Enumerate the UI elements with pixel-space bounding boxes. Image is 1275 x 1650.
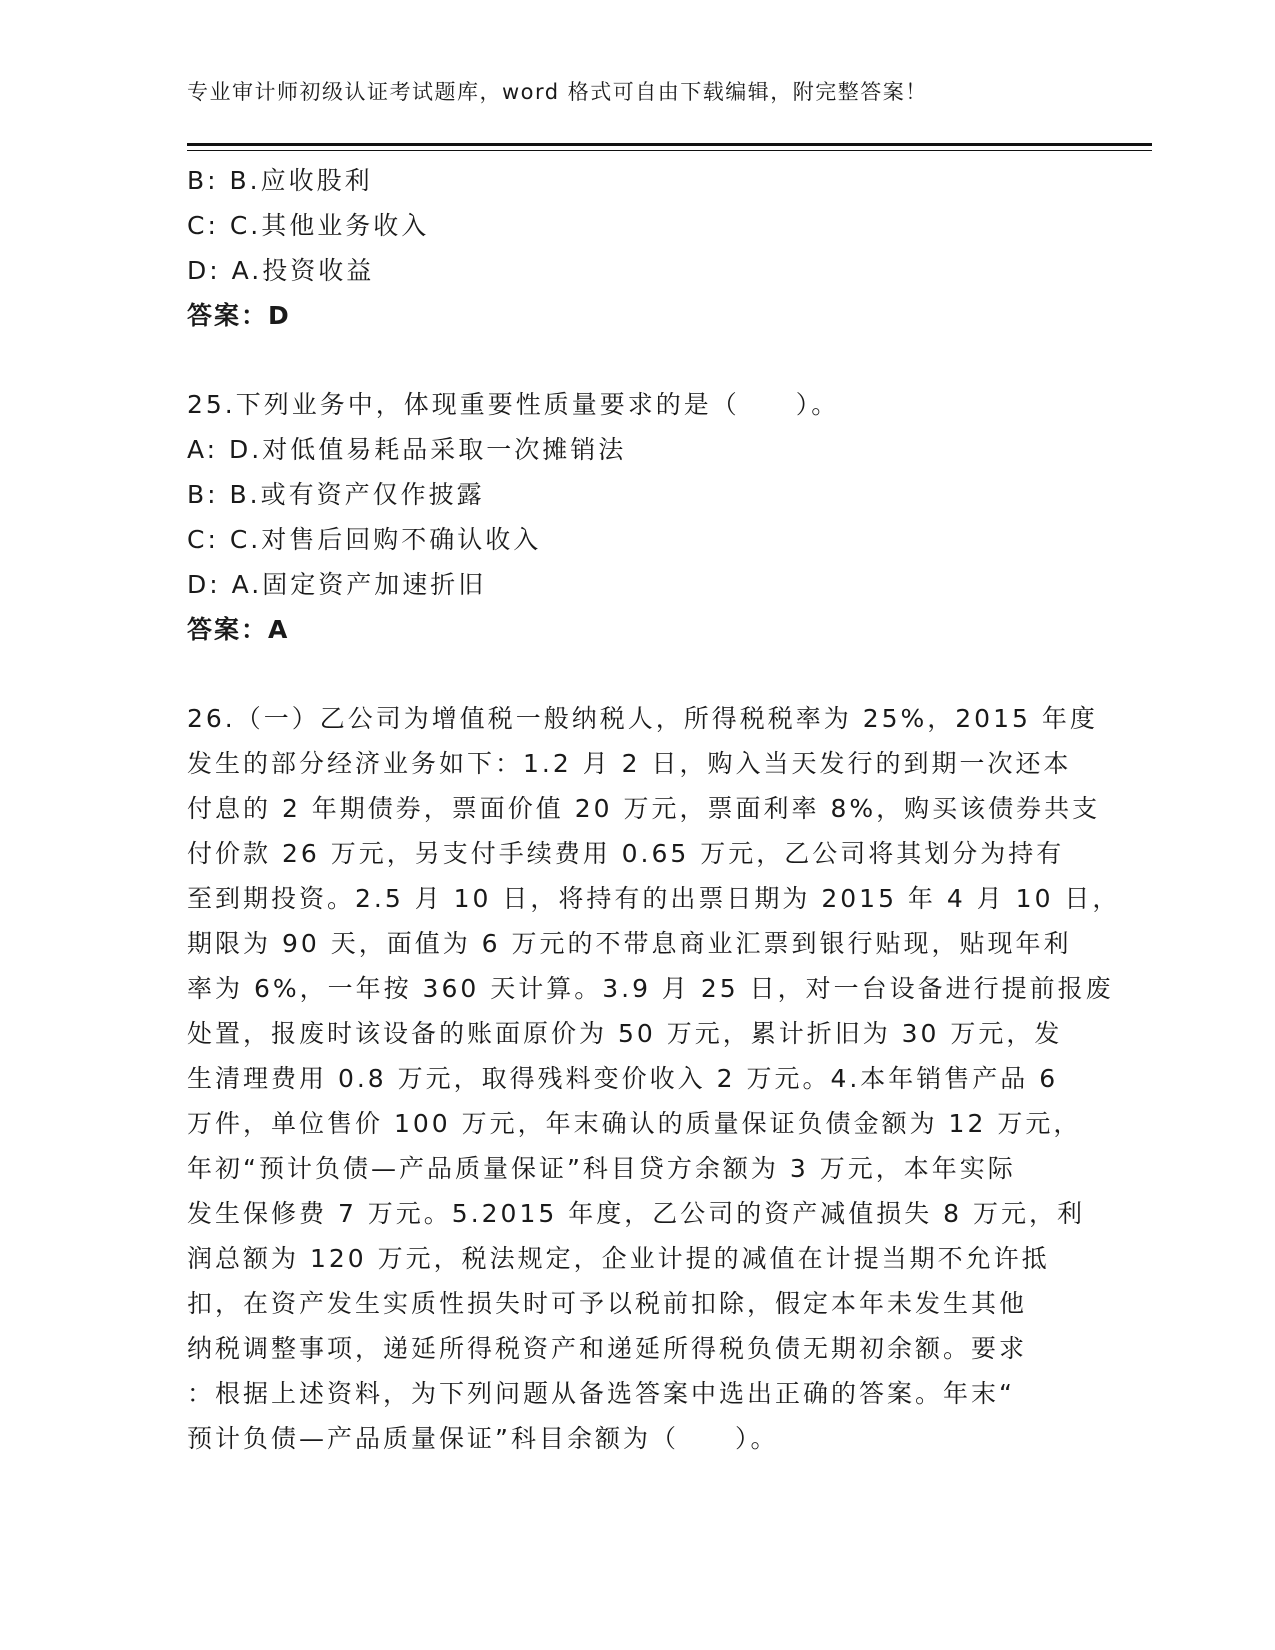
question-text-line: 期限为 90 天，面值为 6 万元的不带息商业汇票到银行贴现，贴现年利: [187, 929, 1072, 958]
question-text-line: 处置，报废时该设备的账面原价为 50 万元，累计折旧为 30 万元，发: [187, 1019, 1063, 1048]
question-26-text: [187, 696, 1121, 1461]
question-text-line: 付价款 26 万元，另支付手续费用 0.65 万元，乙公司将其划分为持有: [187, 839, 1065, 868]
spacer: [187, 652, 1087, 696]
question-text-line: 26.（一）乙公司为增值税一般纳税人，所得税税率为 25%，2015 年度: [187, 704, 1098, 733]
answer-line: 答案：A: [187, 615, 290, 644]
header-rule-thick: [187, 143, 1152, 146]
question-text-line: 预计负债—产品质量保证”科目余额为（ ）。: [187, 1424, 779, 1453]
question-text-line: 万件，单位售价 100 万元，年末确认的质量保证负债金额为 12 万元，: [187, 1109, 1082, 1138]
page-header: 专业审计师初级认证考试题库，word 格式可自由下载编辑，附完整答案！: [187, 80, 928, 104]
question-text-line: 扣，在资产发生实质性损失时可予以税前扣除，假定本年未发生其他: [187, 1289, 1028, 1318]
option-line: D: A.投资收益: [187, 256, 375, 285]
option-line: C: C.对售后回购不确认收入: [187, 525, 542, 554]
question-text-line: 润总额为 120 万元，税法规定，企业计提的减值在计提当期不允许抵: [187, 1244, 1050, 1273]
question-text-line: 付息的 2 年期债券，票面价值 20 万元，票面利率 8%，购买该债券共支: [187, 794, 1101, 823]
question-text-line: 至到期投资。2.5 月 10 日，将持有的出票日期为 2015 年 4 月 10 日，: [187, 884, 1121, 913]
question-text-line: 生清理费用 0.8 万元，取得残料变价收入 2 万元。4.本年销售产品 6: [187, 1064, 1059, 1093]
question-text-line: 率为 6%，一年按 360 天计算。3.9 月 25 日，对一台设备进行提前报废: [187, 974, 1114, 1003]
question-text-line: 纳税调整事项，递延所得税资产和递延所得税负债无期初余额。要求: [187, 1334, 1028, 1363]
question-text-line: 发生保修费 7 万元。5.2015 年度，乙公司的资产减值损失 8 万元，利: [187, 1199, 1086, 1228]
question-stem: 25.下列业务中，体现重要性质量要求的是（ ）。: [187, 390, 840, 419]
option-line: B: B.应收股利: [187, 166, 373, 195]
option-line: D: A.固定资产加速折旧: [187, 570, 487, 599]
question-text-line: 年初“预计负债—产品质量保证”科目贷方余额为 3 万元，本年实际: [187, 1154, 1016, 1183]
answer-line: 答案：D: [187, 301, 291, 330]
option-line: B: B.或有资产仅作披露: [187, 480, 485, 509]
spacer: [187, 338, 1087, 382]
question-text-line: 发生的部分经济业务如下：1.2 月 2 日，购入当天发行的到期一次还本: [187, 749, 1072, 778]
option-line: A: D.对低值易耗品采取一次摊销法: [187, 435, 627, 464]
header-rule-thin: [187, 150, 1152, 151]
question-text-line: ：根据上述资料，为下列问题从备选答案中选出正确的答案。年末“: [187, 1379, 1015, 1408]
content-body: [187, 158, 1121, 1461]
option-line: C: C.其他业务收入: [187, 211, 430, 240]
